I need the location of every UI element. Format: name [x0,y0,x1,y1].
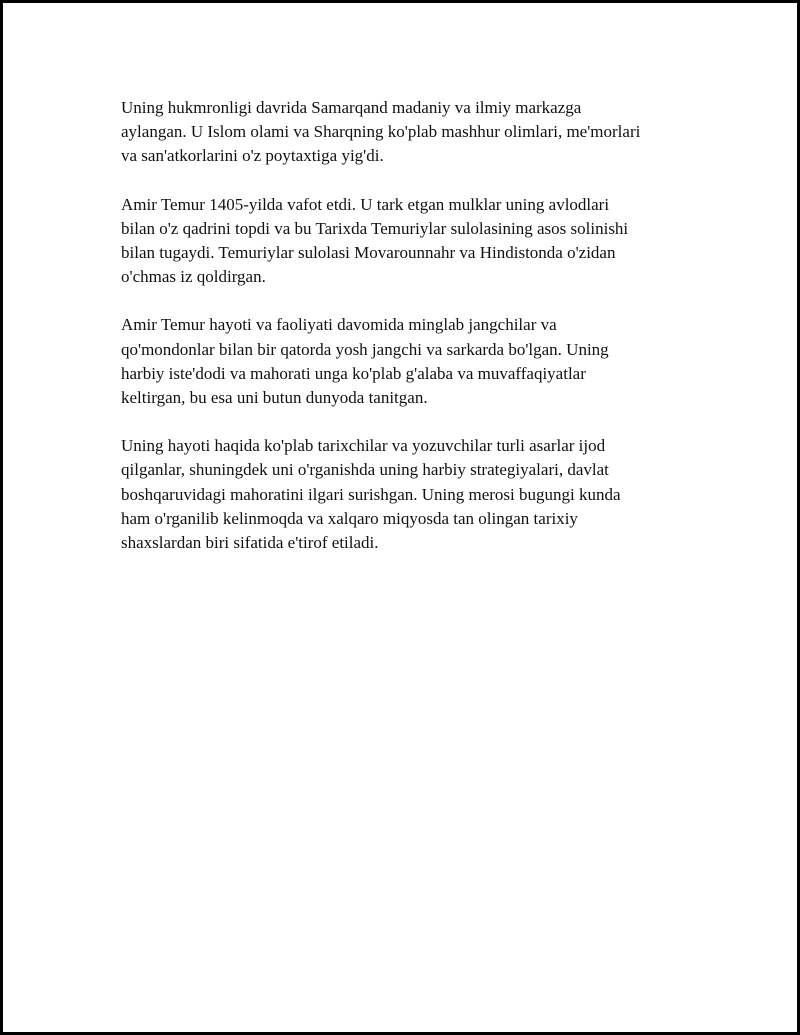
text-line: Uning hayoti haqida ko'plab tarixchilar va yozuvchilar turli asarlar ijod [121,436,606,456]
paragraph-4 [121,434,691,555]
text-line: Amir Temur 1405-yilda vafot etdi. U tark etgan mulklar uning avlodlari [121,194,610,214]
text-line: va san'atkorlarini o'z poytaxtiga yig'di. [121,146,384,166]
text-line: bilan o'z qadrini topdi va bu Tarixda Temuriylar sulolasining asos solinishi [121,218,629,238]
text-line: o'chmas iz qoldirgan. [121,267,266,287]
text-line: qilganlar, shuningdek uni o'rganishda uning harbiy strategiyalari, davlat [121,460,609,480]
paragraph-3 [121,313,691,410]
paragraph-1 [121,96,691,169]
text-line: shaxslardan biri sifatida e'tirof etiladi. [121,533,379,553]
text-line: bilan tugaydi. Temuriylar sulolasi Movarounnahr va Hindistonda o'zidan [121,243,616,263]
text-line: Amir Temur hayoti va faoliyati davomida minglab jangchilar va [121,315,557,335]
text-line: harbiy iste'dodi va mahorati unga ko'plab g'alaba va muvaffaqiyatlar [121,363,586,383]
text-line: Uning hukmronligi davrida Samarqand madaniy va ilmiy markazga [121,98,582,117]
text-line: boshqaruvidagi mahoratini ilgari surishgan. Uning merosi bugungi kunda [121,484,621,504]
text-line: keltirgan, bu esa uni butun dunyoda tanitgan. [121,388,428,408]
text-line: aylangan. U Islom olami va Sharqning ko'plab mashhur olimlari, me'morlari [121,122,641,142]
paragraph-2 [121,193,691,290]
text-line: qo'mondonlar bilan bir qatorda yosh jangchi va sarkarda bo'lgan. Uning [121,339,609,359]
text-line: ham o'rganilib kelinmoqda va xalqaro miqyosda tan olingan tarixiy [121,508,578,528]
document-body [121,96,691,579]
